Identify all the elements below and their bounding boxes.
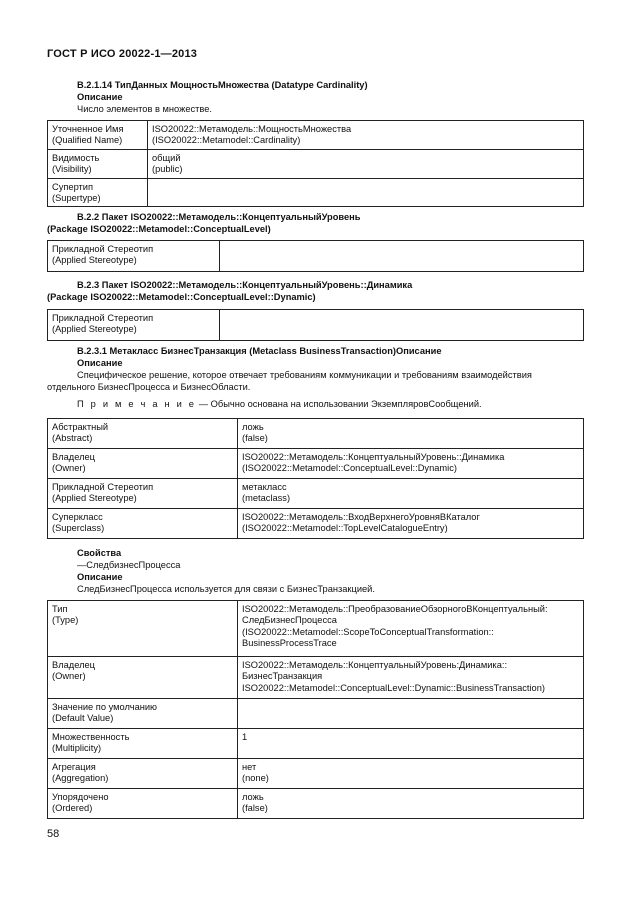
- table-label-cell: Агрегация (Aggregation): [48, 759, 238, 789]
- table-label-cell: Супертип (Supertype): [48, 178, 148, 207]
- table-row: [48, 657, 584, 699]
- page-number: 58: [47, 828, 60, 840]
- table-row: [48, 178, 584, 207]
- table-label-cell: Прикладной Стереотип (Applied Stereotype): [48, 310, 220, 341]
- table-value-cell: ISO20022::Метамодель::КонцептуальныйУровень::Динамика (ISO20022::Metamodel::ConceptualLevel::Dynamic): [238, 449, 584, 479]
- description-text: Число элементов в множестве.: [77, 104, 212, 114]
- table-value-cell: общий (public): [148, 149, 584, 178]
- table-value-cell: ложь (false): [238, 789, 584, 819]
- table-value-cell: [220, 310, 584, 341]
- table-row: [48, 241, 584, 272]
- description-paragraph-line1: Специфическое решение, которое отвечает требованиям коммуникации и требованиям взаимодействия: [77, 370, 532, 380]
- table-label-cell: Множественность (Multiplicity): [48, 729, 238, 759]
- table-value-cell: [148, 178, 584, 207]
- section-heading-dynamic: B.2.3 Пакет ISO20022::Метамодель::КонцептуальныйУровень::Динамика: [77, 280, 413, 290]
- table-row: [48, 729, 584, 759]
- table-value-cell: метакласс (metaclass): [238, 479, 584, 509]
- table-value-cell: ISO20022::Метамодель::ПреобразованиеОбзорногоВКонцептуальный: СледБизнесПроцесса (ISO20022::Metamodel::ScopeToConceptualTransformation:: BusinessProcessTrace: [238, 601, 584, 657]
- description-label: Описание: [77, 572, 123, 582]
- document-header: ГОСТ Р ИСО 20022-1—2013: [47, 48, 198, 60]
- dynamic-table: [47, 309, 584, 341]
- table-value-cell: 1: [238, 729, 584, 759]
- table-row: [48, 449, 584, 479]
- note: [77, 399, 482, 410]
- table-value-cell: ISO20022::Метамодель::МощностьМножества (ISO20022::Metamodel::Cardinality): [148, 121, 584, 150]
- table-label-cell: Тип (Type): [48, 601, 238, 657]
- conceptual-level-table: [47, 240, 584, 272]
- table-value-cell: [220, 241, 584, 272]
- table-label-cell: Суперкласс (Superclass): [48, 509, 238, 539]
- table-label-cell: Прикладной Стереотип (Applied Stereotype): [48, 479, 238, 509]
- table-row: [48, 479, 584, 509]
- table-label-cell: Видимость (Visibility): [48, 149, 148, 178]
- table-row: [48, 759, 584, 789]
- table-row: [48, 419, 584, 449]
- section-heading-business-transaction: B.2.3.1 Метакласс БизнесТранзакция (Metaclass BusinessTransaction)Описание: [77, 346, 442, 356]
- business-transaction-table: [47, 418, 584, 539]
- table-label-cell: Уточненное Имя (Qualified Name): [48, 121, 148, 150]
- cardinality-table: [47, 120, 584, 207]
- description-text: СледБизнесПроцесса используется для связи с БизнесТранзакцией.: [77, 584, 375, 594]
- description-paragraph-line2: отдельного БизнесПроцесса и БизнесОбласти.: [47, 382, 251, 392]
- section-heading-conceptual-level-en: (Package ISO20022::Metamodel::ConceptualLevel): [47, 224, 271, 234]
- description-label: Описание: [77, 92, 123, 102]
- table-row: [48, 310, 584, 341]
- section-heading-dynamic-en: (Package ISO20022::Metamodel::ConceptualLevel::Dynamic): [47, 292, 316, 302]
- note-text: — Обычно основана на использовании ЭкземпляровСообщений.: [196, 399, 482, 409]
- table-row: [48, 149, 584, 178]
- table-label-cell: Владелец (Owner): [48, 657, 238, 699]
- property-name: —СледбизнесПроцесса: [77, 560, 181, 570]
- table-label-cell: Абстрактный (Abstract): [48, 419, 238, 449]
- table-value-cell: ISO20022::Метамодель::КонцептуальныйУровень:Динамика:: БизнесТранзакция ISO20022::Metamodel::ConceptualLevel::Dynamic::BusinessTransaction): [238, 657, 584, 699]
- table-value-cell: ложь (false): [238, 419, 584, 449]
- table-value-cell: ISO20022::Метамодель::ВходВерхнегоУровняВКаталог (ISO20022::Metamodel::TopLevelCatalogueEntry): [238, 509, 584, 539]
- table-row: [48, 601, 584, 657]
- table-label-cell: Значение по умолчанию (Default Value): [48, 699, 238, 729]
- description-label: Описание: [77, 358, 123, 368]
- section-heading-cardinality: B.2.1.14 ТипДанных МощностьМножества (Datatype Cardinality): [77, 80, 368, 90]
- table-row: [48, 789, 584, 819]
- table-label-cell: Упорядочено (Ordered): [48, 789, 238, 819]
- note-prefix: П р и м е ч а н и е: [77, 399, 197, 409]
- properties-label: Свойства: [77, 548, 122, 558]
- business-process-trace-table: [47, 600, 584, 819]
- table-row: [48, 699, 584, 729]
- section-heading-conceptual-level: B.2.2 Пакет ISO20022::Метамодель::КонцептуальныйУровень: [77, 212, 361, 222]
- table-label-cell: Владелец (Owner): [48, 449, 238, 479]
- table-value-cell: нет (none): [238, 759, 584, 789]
- table-value-cell: [238, 699, 584, 729]
- table-row: [48, 121, 584, 150]
- table-row: [48, 509, 584, 539]
- table-label-cell: Прикладной Стереотип (Applied Stereotype): [48, 241, 220, 272]
